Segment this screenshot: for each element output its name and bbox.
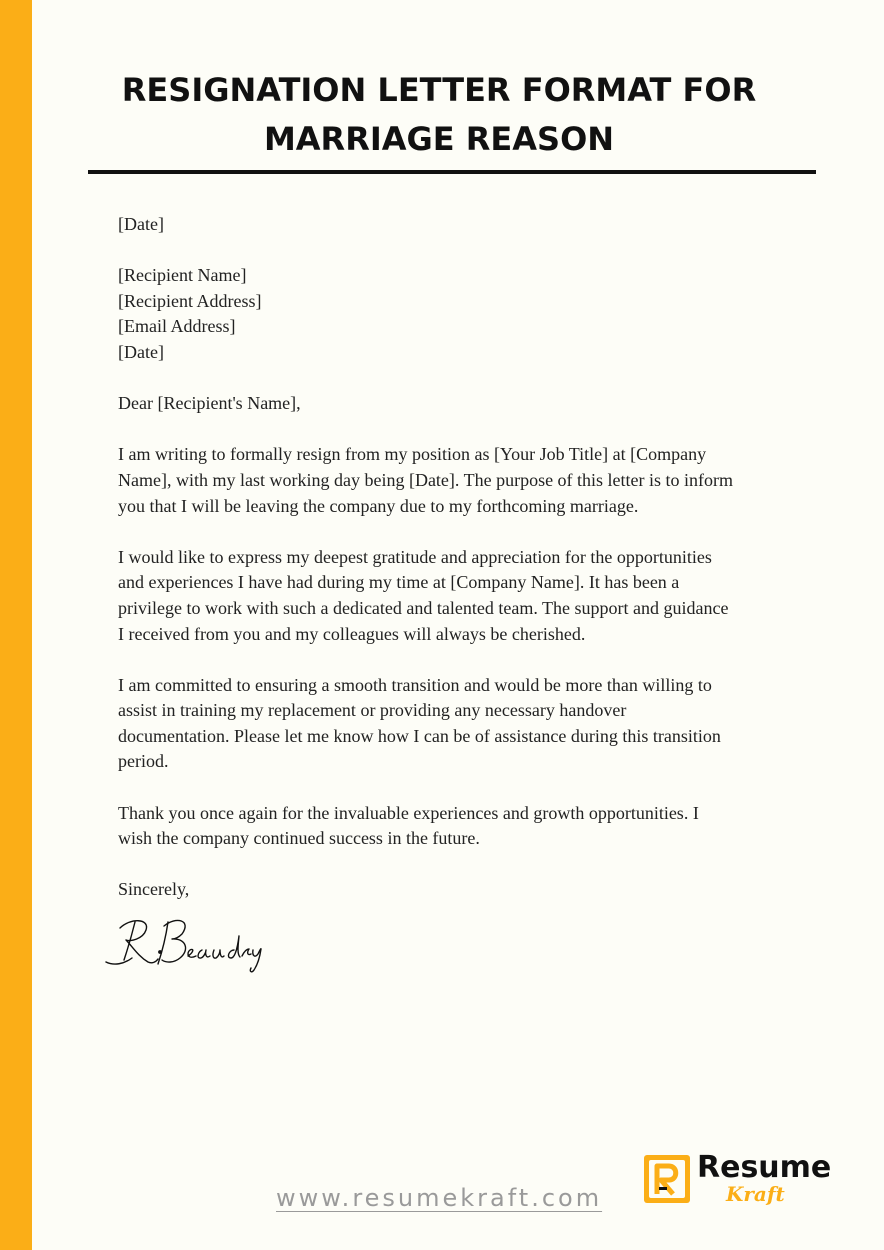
- paragraph-3: I am committed to ensuring a smooth transition and would be more than willing to assist in training my replacement or providing any necessary handover documentation. Please let me know how I can be of assistance during this transition period.: [118, 674, 721, 772]
- logo-r-icon: [643, 1154, 691, 1204]
- closing: Sincerely,: [118, 879, 190, 900]
- left-accent-bar: [0, 0, 32, 1250]
- page-title: [88, 66, 790, 164]
- salutation: Dear [Recipient's Name],: [118, 393, 301, 414]
- letter-date: [Date]: [118, 214, 164, 234]
- letter-body: [118, 212, 808, 929]
- paragraph-1: I am writing to formally resign from my position as [Your Job Title] at [Company Name], with my last working day being [Date]. The purpose of this letter is to inform you that I will be leaving the company due to my forthcoming marriage.: [118, 444, 734, 516]
- recipient-block: [118, 263, 808, 365]
- paragraph-4: Thank you once again for the invaluable experiences and growth opportunities. I wish the company continued success in the future.: [118, 802, 699, 849]
- title-divider: [88, 170, 816, 174]
- page-title-line-1: RESIGNATION LETTER FORMAT FOR: [121, 71, 757, 109]
- recipient-address: [Recipient Address]: [118, 290, 262, 311]
- paragraph-2: I would like to express my deepest gratitude and appreciation for the opportunities and experiences I have had during my time at [Company Name]. It has been a privilege to work with such a dedicated and talented team. The support and guidance I received from you and my colleagues will always be cherished.: [118, 546, 729, 644]
- handwritten-signature: [102, 912, 272, 974]
- recipient-name: [Recipient Name]: [118, 265, 247, 286]
- recipient-date: [Date]: [118, 341, 164, 362]
- logo-kraft-text: Kraft: [726, 1182, 785, 1206]
- logo-resume-text: Resume: [697, 1150, 832, 1185]
- resumekraft-logo: [643, 1152, 833, 1208]
- page-title-line-2: MARRIAGE REASON: [263, 120, 615, 158]
- website-link[interactable]: www.resumekraft.com: [276, 1184, 603, 1212]
- recipient-email: [Email Address]: [118, 316, 236, 337]
